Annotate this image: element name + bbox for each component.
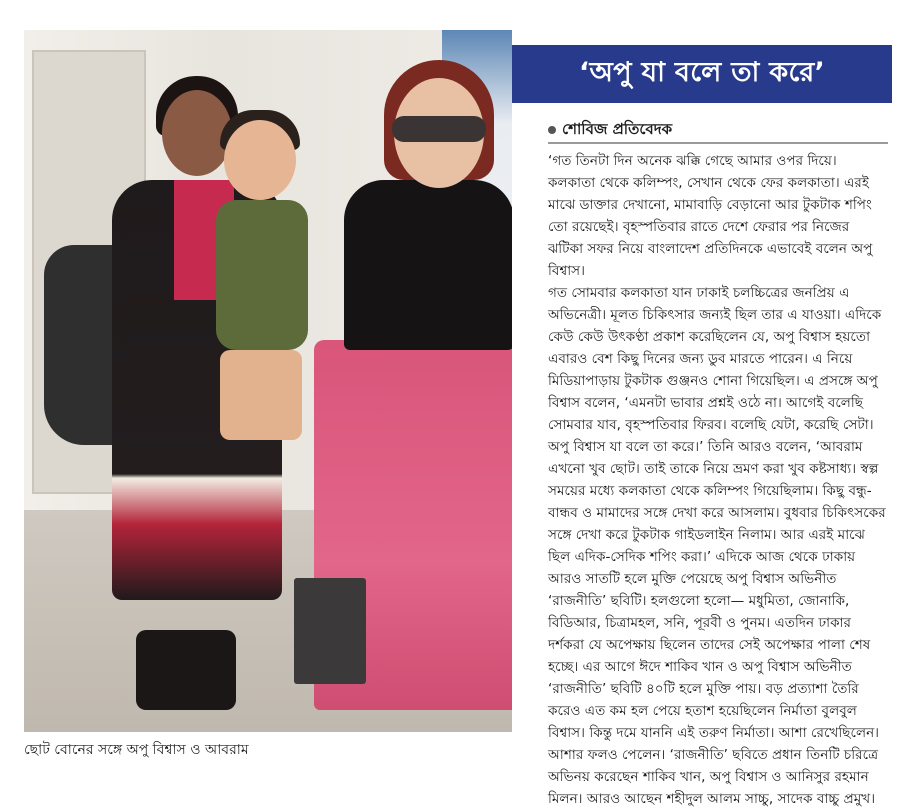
baby-face — [224, 120, 296, 200]
article-body — [548, 150, 888, 810]
byline — [548, 118, 868, 143]
article-photo — [24, 30, 512, 732]
headline-banner — [512, 45, 892, 103]
bullet-icon — [548, 126, 556, 134]
byline-text: শোবিজ প্রতিবেদক — [562, 120, 673, 138]
article-paragraph: গত সোমবার কলকাতা যান ঢাকাই চলচ্চিত্রের জনপ্রিয় এ অভিনেত্রী। মূলত চিকিৎসার জন্যই ছিল তার এ যাওয়া। এদিকে কেউ কেউ উৎকণ্ঠা প্রকাশ করেছিলেন যে, অপু বিশ্বাস হয়তো এবারও বেশ কিছু দিনের জন্য ডুব মারতে পারেন। এ নিয়ে মিডিয়াপাড়ায় টুকটাক গুঞ্জনও শোনা গিয়েছিল। এ প্রসঙ্গে অপু বিশ্বাস বলেন, ‘এমনটা ভাবার প্রশ্নই ওঠে না। আগেই বলেছি সোমবার যাব, বৃহস্পতিবার ফিরব। বলেছি যেটা, করেছি সেটা। অপু বিশ্বাস যা বলে তা করে।’ তিনি আরও বলেন, ‘আবরাম এখনো খুব ছোট। তাই তাকে নিয়ে ভ্রমণ করা খুব কষ্টসাধ্য। স্বল্প সময়ের মধ্যে কলকাতা থেকে কলিম্পং গিয়েছিলাম। কিছু বন্ধু-বান্ধব ও মামাদের সঙ্গে দেখা করে আসলাম। বুধবার চিকিৎসকের সঙ্গে দেখা করে টুকটাক গাইডলাইন নিলাম। আর এরই মাঝে ছিল এদিক-সেদিক শপিং করা।’ এদিকে আজ থেকে ঢাকায় আরও সাতটি হলে মুক্তি পেয়েছে অপু বিশ্বাস অভিনীত ‘রাজনীতি’ ছবিটি। হলগুলো হলো— মধুমিতা, জোনাকি, বিডিআর, চিত্রামহল, সনি, পূরবী ও পুনম। এতদিন ঢাকার দর্শকরা যে অপেক্ষায় ছিলেন তাদের সেই অপেক্ষার পালা শেষ হচ্ছে। এর আগে ঈদে শাকিব খান ও অপু বিশ্বাস অভিনীত ‘রাজনীতি’ ছবিটি ৪০টি হলে মুক্তি পায়। বড় প্রত্যাশা তৈরি করেও এত কম হল পেয়ে হতাশ হয়েছিলেন নির্মাতা বুলবুল বিশ্বাস। কিন্তু দমে যাননি এই তরুণ নির্মাতা। আশা রেখেছিলেন। আশার ফলও পেলেন। ‘রাজনীতি’ ছবিতে প্রধান তিনটি চরিত্রে অভিনয় করেছেন শাকিব খান, অপু বিশ্বাস ও আনিসুর রহমান মিলন। আরও আছেন শহীদুল আলম সাচ্চু, সাদেক বাচ্চু প্রমুখ। — [548, 285, 886, 807]
woman-left-shoes — [136, 630, 236, 710]
baby-legs — [220, 350, 302, 440]
article-paragraph: ‘গত তিনটা দিন অনেক ঝক্কি গেছে আমার ওপর দিয়ে। কলকাতা থেকে কলিম্পং, সেখান থেকে ফের কলকাতা। এরই মাঝে ডাক্তার দেখানো, মামাবাড়ি বেড়ানো আর টুকটাক শপিং তো রয়েছেই। বৃহস্পতিবার রাতে দেশে ফেরার পর নিজের ঝটিকা সফর নিয়ে বাংলাদেশ প্রতিদিনকে এভাবেই বলেন অপু বিশ্বাস। — [548, 153, 873, 279]
sunglasses — [392, 116, 486, 142]
baby-shirt — [216, 200, 308, 350]
byline-divider — [548, 142, 888, 144]
photo-caption: ছোট বোনের সঙ্গে অপু বিশ্বাস ও আবরাম — [24, 742, 249, 758]
woman-right-top — [344, 180, 512, 350]
headline: ‘অপু যা বলে তা করে’ — [578, 56, 826, 88]
shopping-bag — [294, 578, 366, 684]
